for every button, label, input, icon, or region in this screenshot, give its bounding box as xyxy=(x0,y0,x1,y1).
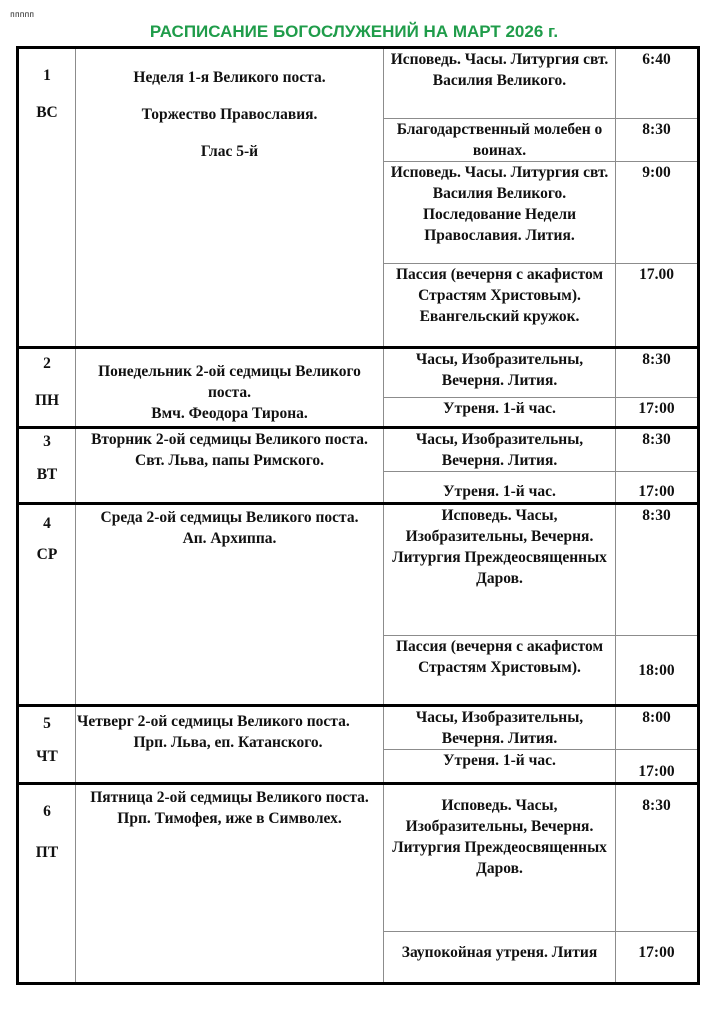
desc-line: Свт. Льва, папы Римского. xyxy=(135,452,324,469)
day-abbr: ПН xyxy=(34,392,60,409)
table-row xyxy=(18,706,699,750)
service-text: Исповедь. Часы. Литургия свт. Василия Великого. xyxy=(384,48,616,119)
service-time: 8:30 xyxy=(616,119,699,162)
page-title: РАСПИСАНИЕ БОГОСЛУЖЕНИЙ НА МАРТ 2026 г. xyxy=(149,22,559,41)
service-time: 17:00 xyxy=(616,932,699,984)
day-description xyxy=(76,504,384,706)
day-cell xyxy=(18,348,76,428)
day-cell xyxy=(18,48,76,348)
service-time: 18:00 xyxy=(616,636,699,706)
day-number: 6 xyxy=(43,803,51,820)
day-cell xyxy=(18,784,76,984)
day-number: 1 xyxy=(43,67,51,84)
schedule-table xyxy=(16,46,700,985)
service-text: Исповедь. Часы, Изобразительны, Вечерня. Литургия Преждеосвященных Даров. xyxy=(384,504,616,636)
day-number: 2 xyxy=(43,355,51,372)
desc-line: Прп. Тимофея, иже в Символех. xyxy=(117,810,342,827)
service-time: 8:30 xyxy=(616,348,699,398)
service-time: 8:00 xyxy=(616,706,699,750)
day-number: 5 xyxy=(43,715,51,732)
day-abbr: ВС xyxy=(36,104,58,121)
desc-line: Ап. Архиппа. xyxy=(182,530,277,547)
day-number: 3 xyxy=(43,433,51,450)
service-text: Исповедь. Часы, Изобразительны, Вечерня. Литургия Преждеосвященных Даров. xyxy=(384,784,616,932)
desc-line: Вторник 2-ой седмицы Великого поста. xyxy=(91,431,368,448)
day-description xyxy=(76,348,384,428)
service-text: Часы, Изобразительны, Вечерня. Лития. xyxy=(384,706,616,750)
desc-line: Глас 5-й xyxy=(200,143,259,160)
service-time: 8:30 xyxy=(616,428,699,472)
service-time: 9:00 xyxy=(616,162,699,264)
day-description xyxy=(76,706,384,784)
day-description xyxy=(76,428,384,504)
day-abbr: ЧТ xyxy=(36,748,58,765)
table-row xyxy=(18,48,699,119)
service-time: 6:40 xyxy=(616,48,699,119)
table-row xyxy=(18,504,699,636)
desc-line: Понедельник 2-ой седмицы Великого поста. xyxy=(98,363,361,401)
table-row xyxy=(18,428,699,472)
desc-line: Четверг 2-ой седмицы Великого поста. xyxy=(77,713,350,730)
day-cell xyxy=(18,428,76,504)
day-description xyxy=(76,784,384,984)
service-text: Благодарственный молебен о воинах. xyxy=(384,119,616,162)
service-time: 8:30 xyxy=(616,784,699,932)
service-text: Утреня. 1-й час. xyxy=(384,750,616,784)
desc-line: Прп. Льва, еп. Катанского. xyxy=(133,734,323,751)
table-row xyxy=(18,348,699,398)
desc-line: Вмч. Феодора Тирона. xyxy=(151,405,308,422)
day-number: 4 xyxy=(43,515,51,532)
day-abbr: ПТ xyxy=(35,844,59,861)
service-text: Утреня. 1-й час. xyxy=(384,472,616,504)
day-description xyxy=(76,48,384,348)
day-cell xyxy=(18,706,76,784)
service-time: 17:00 xyxy=(616,750,699,784)
service-text: Часы, Изобразительны, Вечерня. Лития. xyxy=(384,348,616,398)
corner-mark: ппппп xyxy=(10,10,35,19)
service-text: Исповедь. Часы. Литургия свт. Василия Великого. Последование Недели Православия. Лития. xyxy=(384,162,616,264)
service-text: Пассия (вечерня с акафистом Страстям Христовым). Евангельский кружок. xyxy=(384,264,616,348)
day-abbr: СР xyxy=(36,546,58,563)
day-abbr: ВТ xyxy=(36,466,58,483)
desc-line: Среда 2-ой седмицы Великого поста. xyxy=(100,509,359,526)
day-cell xyxy=(18,504,76,706)
service-text: Пассия (вечерня с акафистом Страстям Христовым). xyxy=(384,636,616,706)
service-time: 17:00 xyxy=(616,472,699,504)
service-text: Утреня. 1-й час. xyxy=(384,398,616,428)
service-time: 8:30 xyxy=(616,504,699,636)
service-text: Заупокойная утреня. Лития xyxy=(384,932,616,984)
table-row xyxy=(18,784,699,932)
service-time: 17:00 xyxy=(616,398,699,428)
desc-line: Неделя 1-я Великого поста. xyxy=(133,69,326,86)
service-time: 17.00 xyxy=(616,264,699,348)
service-text: Часы, Изобразительны, Вечерня. Лития. xyxy=(384,428,616,472)
desc-line: Пятница 2-ой седмицы Великого поста. xyxy=(90,789,369,806)
desc-line: Торжество Православия. xyxy=(141,106,318,123)
